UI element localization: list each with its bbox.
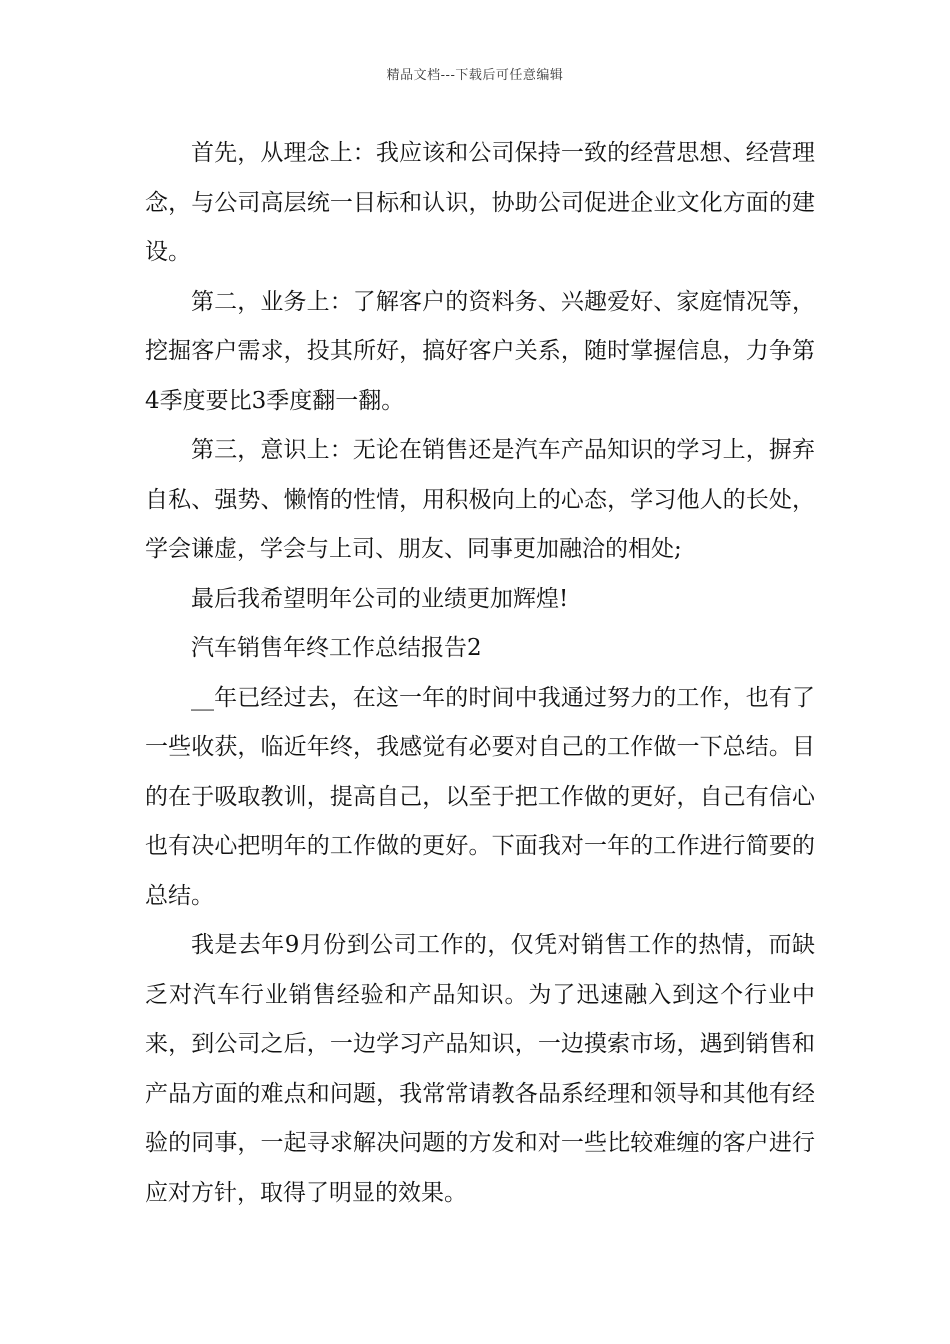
paragraph-concept: 首先，从理念上：我应该和公司保持一致的经营思想、经营理念，与公司高层统一目标和认识，协助公司促进企业文化方面的建设。 — [145, 140, 815, 265]
paragraph-year-review: __年已经过去，在这一年的时间中我通过努力的工作，也有了一些收获，临近年终，我感觉有必要对自己的工作做一下总结。目的在于吸取教训，提高自己，以至于把工作做的更好，自己有信心也有决心把明年的工作做的更好。下面我对一年的工作进行简要的总结。 — [145, 684, 815, 909]
paragraph-closing-wish: 最后我希望明年公司的业绩更加辉煌! — [191, 585, 569, 612]
paragraph-start-work: 我是去年9月份到公司工作的，仅凭对销售工作的热情，而缺乏对汽车行业销售经验和产品知识。为了迅速融入到这个行业中来，到公司之后，一边学习产品知识，一边摸索市场，遇到销售和产品方面的难点和问题，我常常请教各品系经理和领导和其他有经验的同事，一起寻求解决问题的方发和对一些比较难缠的客户进行应对方针，取得了明显的效果。 — [145, 932, 815, 1206]
section-title: 汽车销售年终工作总结报告2 — [191, 635, 482, 661]
document-body — [145, 129, 815, 1218]
paragraph-awareness: 第三，意识上：无论在销售还是汽车产品知识的学习上，摒弃自私、强势、懒惰的性情，用积极向上的心态，学习他人的长处，学会谦虚，学会与上司、朋友、同事更加融洽的相处; — [145, 437, 815, 562]
page-header: 精品文档---下载后可任意编辑 — [386, 68, 564, 83]
paragraph-business: 第二，业务上：了解客户的资料务、兴趣爱好、家庭情况等，挖掘客户需求，投其所好，搞好客户关系，随时掌握信息，力争第4季度要比3季度翻一翻。 — [145, 288, 815, 414]
